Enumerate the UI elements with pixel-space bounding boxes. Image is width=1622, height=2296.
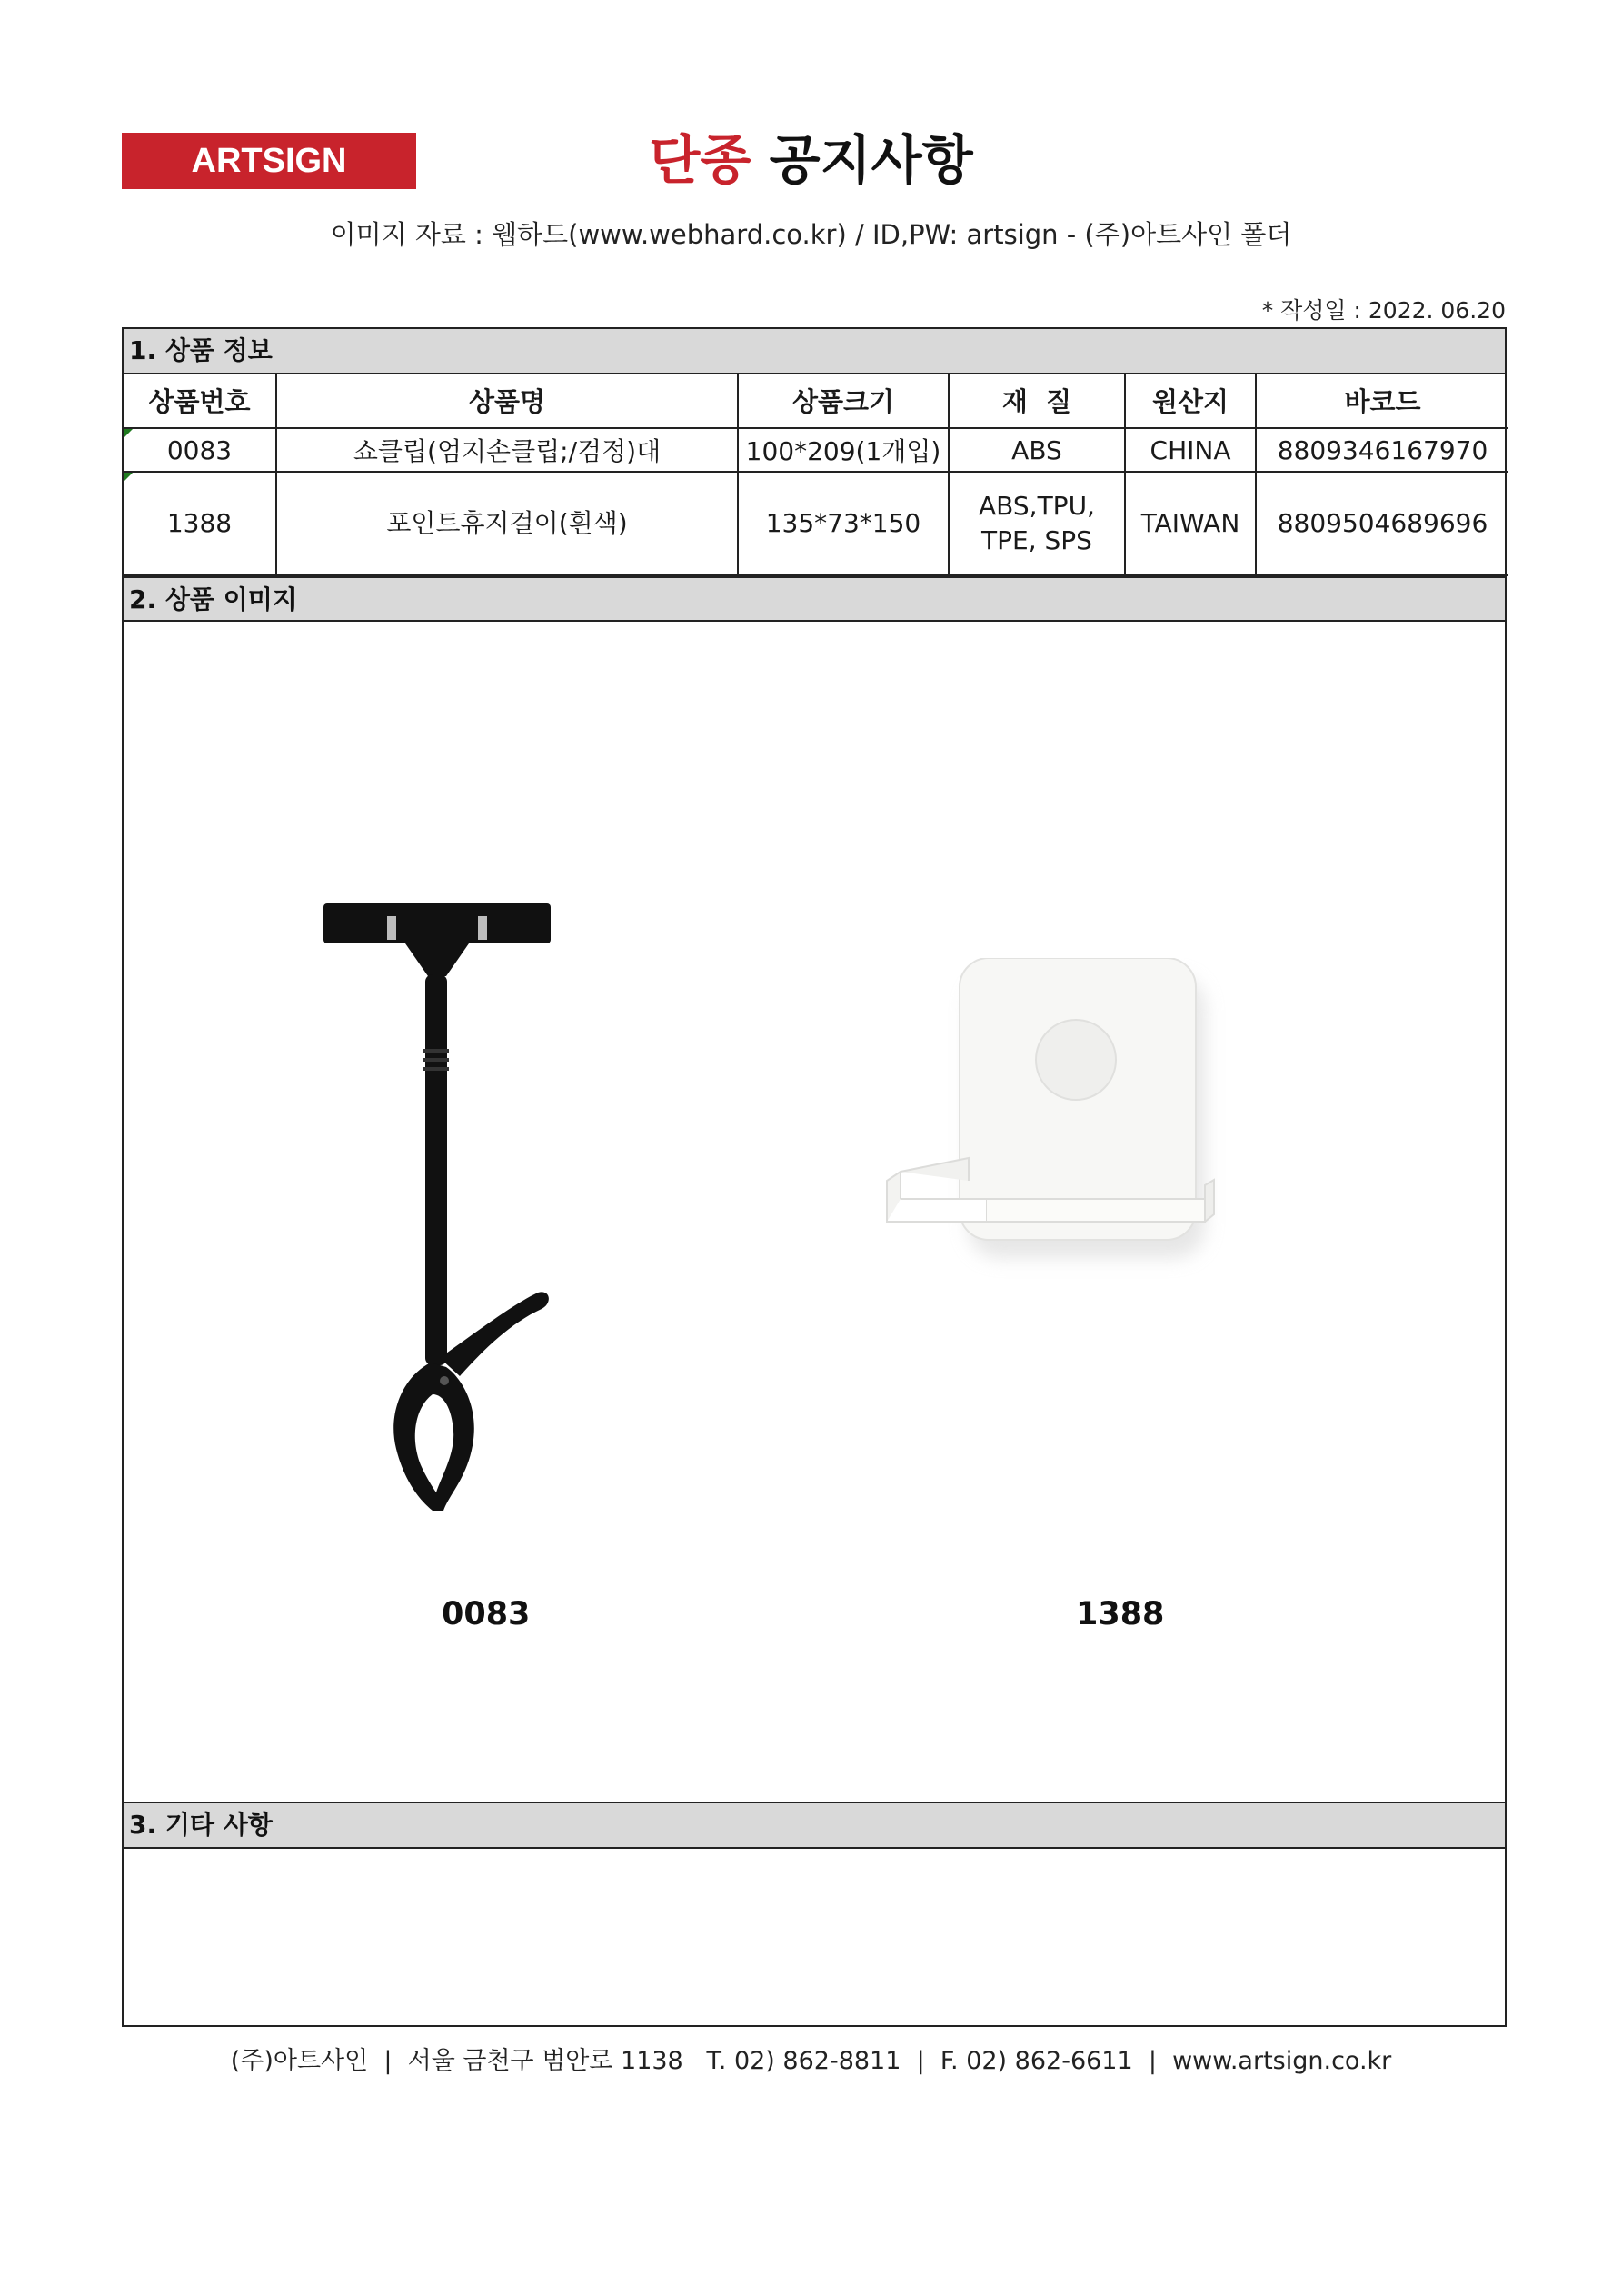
cell-product-size: 135*73*150 <box>738 472 949 575</box>
col-product-size: 상품크기 <box>738 373 949 428</box>
logo-text: ARTSIGN <box>191 141 347 180</box>
cell-product-no: 0083 <box>124 428 276 472</box>
page-title <box>0 124 1622 196</box>
product-table <box>124 373 1508 576</box>
col-product-name: 상품명 <box>276 373 738 428</box>
company-footer: (주)아트사인 | 서울 금천구 범안로 1138 T. 02) 862-8811 | F. 02) 862-6611 | www.artsign.co.kr <box>230 2047 1392 2075</box>
cell-material: ABS <box>949 428 1125 472</box>
col-barcode: 바코드 <box>1256 373 1508 428</box>
notice-frame <box>122 327 1507 2027</box>
cell-product-name: 포인트휴지걸이(흰색) <box>276 472 738 575</box>
white-tissue-holder-image <box>869 958 1250 1340</box>
image-source-note: 이미지 자료 : 웹하드(www.webhard.co.kr) / ID,PW: artsign - (주)아트사인 폴더 <box>330 219 1292 250</box>
col-product-no: 상품번호 <box>124 373 276 428</box>
cell-product-no: 1388 <box>124 472 276 575</box>
table-row <box>124 428 1508 472</box>
cell-material: ABS,TPU, TPE, SPS <box>949 472 1125 575</box>
product-label-1388: 1388 <box>1076 1596 1165 1632</box>
cell-barcode: 8809346167970 <box>1256 428 1508 472</box>
cell-product-size: 100*209(1개입) <box>738 428 949 472</box>
title-notice: 공지사항 <box>769 129 973 191</box>
col-material: 재 질 <box>949 373 1125 428</box>
title-discontinued: 단종 <box>649 129 751 191</box>
section-product-images: 2. 상품 이미지 <box>124 576 1505 622</box>
table-row <box>124 472 1508 575</box>
table-header-row <box>124 373 1508 428</box>
cell-origin: TAIWAN <box>1125 472 1256 575</box>
cell-origin: CHINA <box>1125 428 1256 472</box>
cell-product-name: 쇼클립(엄지손클립;/검정)대 <box>276 428 738 472</box>
section-product-info: 1. 상품 정보 <box>124 329 1505 374</box>
col-origin: 원산지 <box>1125 373 1256 428</box>
product-image-area <box>124 622 1505 1802</box>
black-sign-clip-image <box>323 903 560 1531</box>
written-date: * 작성일 : 2022. 06.20 <box>1261 297 1506 324</box>
cell-barcode: 8809504689696 <box>1256 472 1508 575</box>
product-label-0083: 0083 <box>442 1596 531 1632</box>
section-other-notes: 3. 기타 사항 <box>124 1802 1505 1849</box>
